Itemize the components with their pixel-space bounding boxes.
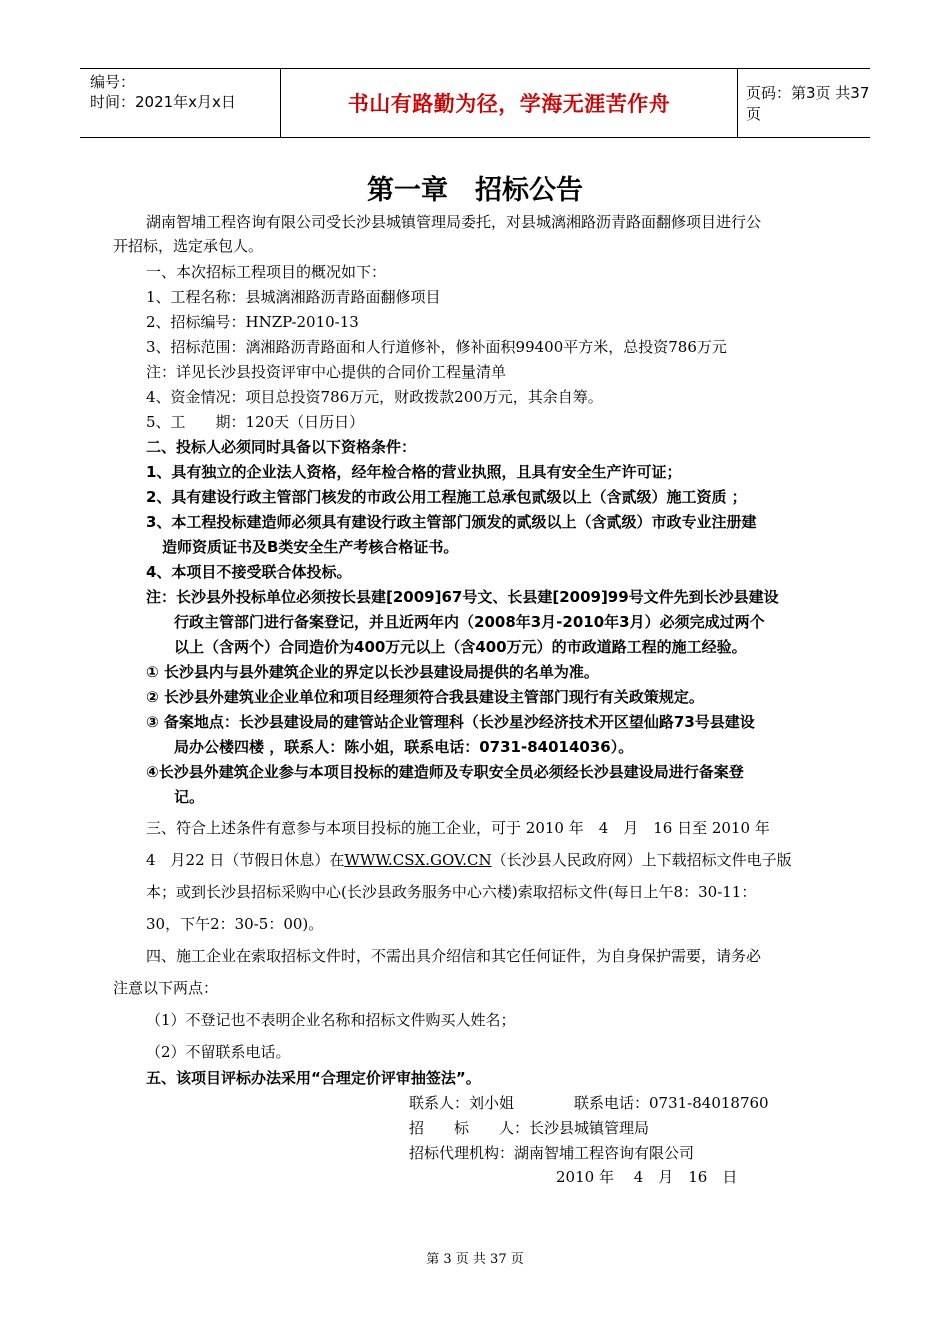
section3-line-2-post: （长沙县人民政府网）上下载招标文件电子版 <box>491 851 792 869</box>
page-title: 第一章 招标公告 <box>367 175 583 206</box>
qualification-circled-item: ③ 备案地点：长沙县建设局的建管站企业管理科（长沙星沙经济技术开区望仙路73号县建设 <box>146 713 755 731</box>
section3-line-2 <box>146 850 792 870</box>
signature-agency: 招标代理机构：湖南智埔工程咨询有限公司 <box>409 1144 695 1162</box>
document-date-label: 时间：2021年x月x日 <box>90 93 236 111</box>
header-motto-cell <box>280 69 738 137</box>
section1-note: 注：详见长沙县投资评审中心提供的合同价工程量清单 <box>146 363 507 381</box>
section1-heading: 一、本次招标工程项目的概况如下： <box>146 263 387 281</box>
qualification-note: 注：长沙县外投标单位必须按长县建[2009]67号文、长县建[2009]99号文件先到长沙县建设 <box>146 588 779 606</box>
qualification-circled-item: 记。 <box>174 788 205 806</box>
document-number-label: 编号： <box>90 73 136 91</box>
signature-date: 2010 年 4 月 16 日 <box>556 1168 738 1186</box>
page-footer: 第 3 页 共 37 页 <box>426 1252 524 1267</box>
header-left-cell <box>80 69 280 137</box>
website-link[interactable]: WWW.CSX.GOV.CN <box>344 851 492 869</box>
intro-line-1: 湖南智埔工程咨询有限公司受长沙县城镇管理局委托，对县城漓湘路沥青路面翻修项目进行公 <box>146 213 762 231</box>
section3-line-4: 30，下午2：30-5：00)。 <box>146 915 324 933</box>
section1-item: 2、招标编号：HNZP-2010-13 <box>146 313 359 331</box>
section4-line-2: 注意以下两点： <box>113 979 219 997</box>
section1-item: 5、工 期：120天（日历日） <box>146 413 365 431</box>
header-motto: 书山有路勤为径，学海无涯苦作舟 <box>347 92 671 116</box>
section2-heading: 二、投标人必须同时具备以下资格条件： <box>146 438 417 456</box>
intro-line-2: 开招标，选定承包人。 <box>113 237 264 255</box>
signature-tenderer: 招 标 人：长沙县城镇管理局 <box>409 1119 650 1137</box>
qualification-line: 造师资质证书及B类安全生产考核合格证书。 <box>162 538 459 556</box>
qualification-note: 行政主管部门进行备案登记，并且近两年内（2008年3月-2010年3月）必须完成过两个 <box>174 613 765 631</box>
section3-line-1: 三、符合上述条件有意参与本项目投标的施工企业，可于 2010 年 4 月 16 日至 2010 年 <box>146 819 770 837</box>
qualification-circled-item: ④长沙县外建筑企业参与本项目投标的建造师及专职安全员必须经长沙县建设局进行备案登 <box>146 763 744 781</box>
header-page-cell <box>738 69 870 137</box>
header-page-number: 页码：第3页 共37页 <box>746 84 870 123</box>
signature-contact: 联系人：刘小姐 联系电话：0731-84018760 <box>409 1094 769 1112</box>
qualification-circled-item: 局办公楼四楼 ，联系人：陈小姐，联系电话：0731-84014036）。 <box>174 738 634 756</box>
section3-line-3: 本；或到长沙县招标采购中心(长沙县政务服务中心六楼)索取招标文件(每日上午8：30-11： <box>146 883 757 901</box>
qualification-circled-item: ② 长沙县外建筑业企业单位和项目经理须符合我县建设主管部门现行有关政策规定。 <box>146 688 704 706</box>
section1-item: 4、资金情况：项目总投资786万元，财政拨款200万元，其余自筹。 <box>146 388 603 406</box>
document-header <box>80 68 870 138</box>
qualification-note: 以上（含两个）合同造价为400万元以上（含400万元）的市政道路工程的施工经验。 <box>174 638 747 656</box>
qualification-line: 2、具有建设行政主管部门核发的市政公用工程施工总承包贰级以上（含贰级）施工资质 ； <box>146 488 747 506</box>
section4-item: （1）不登记也不表明企业名称和招标文件购买人姓名； <box>146 1011 516 1029</box>
qualification-line: 3、本工程投标建造师必须具有建设行政主管部门颁发的贰级以上（含贰级）市政专业注册建 <box>146 513 757 531</box>
section3-line-2-pre: 4 月22 日（节假日休息）在 <box>146 851 345 869</box>
qualification-circled-item: ① 长沙县内与县外建筑企业的界定以长沙县建设局提供的名单为准。 <box>146 663 599 681</box>
section5-statement: 五、该项目评标办法采用“合理定价评审抽签法”。 <box>146 1069 481 1087</box>
qualification-line: 1、具有独立的企业法人资格，经年检合格的营业执照，且具有安全生产许可证； <box>146 463 682 481</box>
section4-line-1: 四、施工企业在索取招标文件时，不需出具介绍信和其它任何证件，为自身保护需要，请务必 <box>146 947 762 965</box>
section4-item: （2）不留联系电话。 <box>146 1043 291 1061</box>
section1-item: 1、工程名称：县城漓湘路沥青路面翻修项目 <box>146 288 441 306</box>
qualification-line: 4、本项目不接受联合体投标。 <box>146 563 352 581</box>
section1-item: 3、招标范围：漓湘路沥青路面和人行道修补，修补面积99400平方米，总投资786万元 <box>146 338 727 356</box>
